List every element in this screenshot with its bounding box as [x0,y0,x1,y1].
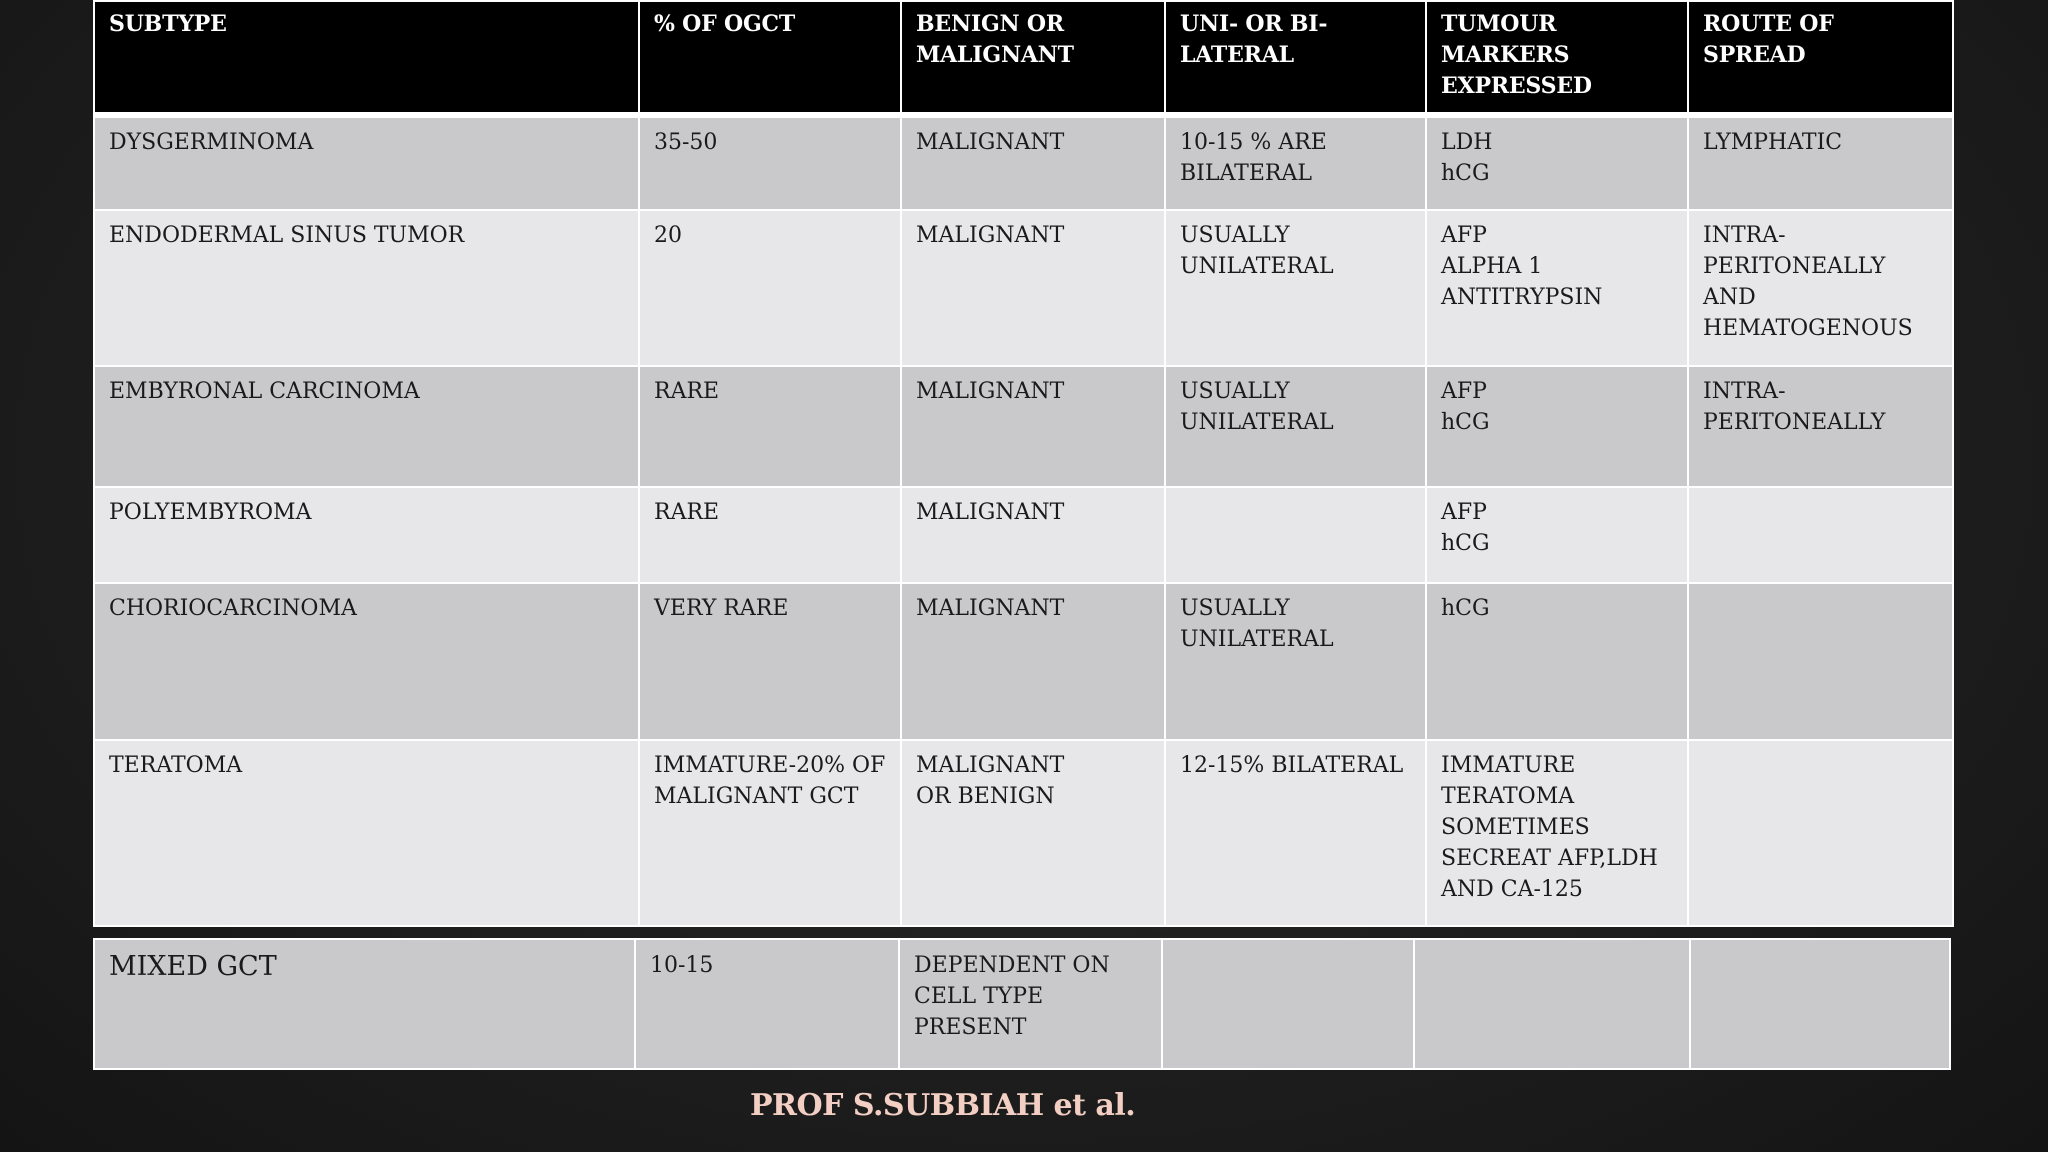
cell-percent: 35-50 [639,115,901,210]
header-benign-malignant: BENIGN OR MALIGNANT [901,1,1165,115]
table-row-embyronal-carcinoma [94,366,1953,487]
cell-spread [1688,487,1953,583]
header-tumour-markers: TUMOUR MARKERS EXPRESSED [1426,1,1688,115]
table-header-row [94,1,1953,115]
table-row-dysgerminoma [94,115,1953,210]
cell-nature: MALIGNANT [901,487,1165,583]
table-row-polyembyroma [94,487,1953,583]
cell-markers: IMMATURE TERATOMA SOMETIMES SECREAT AFP,LDH AND CA-125 [1426,740,1688,926]
cell-nature: MALIGNANT [901,115,1165,210]
cell-percent: VERY RARE [639,583,901,740]
cell-spread: INTRA- PERITONEALLY AND HEMATOGENOUS [1688,210,1953,366]
cell-percent: RARE [639,487,901,583]
cell-percent: 10-15 [635,939,899,1069]
cell-spread [1690,939,1950,1069]
cell-laterality: USUALLY UNILATERAL [1165,366,1426,487]
author-credit: PROF S.SUBBIAH et al. [750,1088,1136,1123]
cell-subtype: ENDODERMAL SINUS TUMOR [94,210,639,366]
header-route-of-spread: ROUTE OF SPREAD [1688,1,1953,115]
cell-subtype: MIXED GCT [94,939,635,1069]
cell-markers [1414,939,1690,1069]
cell-markers: AFP ALPHA 1 ANTITRYPSIN [1426,210,1688,366]
cell-percent: 20 [639,210,901,366]
table-row-mixed-gct [94,939,1950,1069]
cell-markers: LDH hCG [1426,115,1688,210]
cell-markers: AFP hCG [1426,366,1688,487]
cell-spread [1688,583,1953,740]
cell-spread: LYMPHATIC [1688,115,1953,210]
cell-subtype: DYSGERMINOMA [94,115,639,210]
germ-cell-tumor-table [93,0,1954,927]
cell-laterality: 10-15 % ARE BILATERAL [1165,115,1426,210]
cell-markers: hCG [1426,583,1688,740]
cell-laterality: 12-15% BILATERAL [1165,740,1426,926]
cell-subtype: TERATOMA [94,740,639,926]
cell-percent: IMMATURE-20% OF MALIGNANT GCT [639,740,901,926]
header-laterality: UNI- OR BI-LATERAL [1165,1,1426,115]
cell-laterality [1162,939,1414,1069]
cell-subtype: CHORIOCARCINOMA [94,583,639,740]
cell-nature: MALIGNANT [901,366,1165,487]
cell-nature: MALIGNANT OR BENIGN [901,740,1165,926]
cell-markers: AFP hCG [1426,487,1688,583]
cell-subtype: POLYEMBYROMA [94,487,639,583]
cell-nature: DEPENDENT ON CELL TYPE PRESENT [899,939,1162,1069]
table-row-teratoma [94,740,1953,926]
table-row-endodermal-sinus [94,210,1953,366]
cell-subtype: EMBYRONAL CARCINOMA [94,366,639,487]
cell-laterality: USUALLY UNILATERAL [1165,210,1426,366]
cell-laterality [1165,487,1426,583]
cell-spread [1688,740,1953,926]
cell-laterality: USUALLY UNILATERAL [1165,583,1426,740]
cell-spread: INTRA- PERITONEALLY [1688,366,1953,487]
cell-nature: MALIGNANT [901,583,1165,740]
header-subtype: SUBTYPE [94,1,639,115]
header-percent-ogct: % OF OGCT [639,1,901,115]
cell-nature: MALIGNANT [901,210,1165,366]
cell-percent: RARE [639,366,901,487]
mixed-gct-table [93,938,1951,1070]
table-row-choriocarcinoma [94,583,1953,740]
